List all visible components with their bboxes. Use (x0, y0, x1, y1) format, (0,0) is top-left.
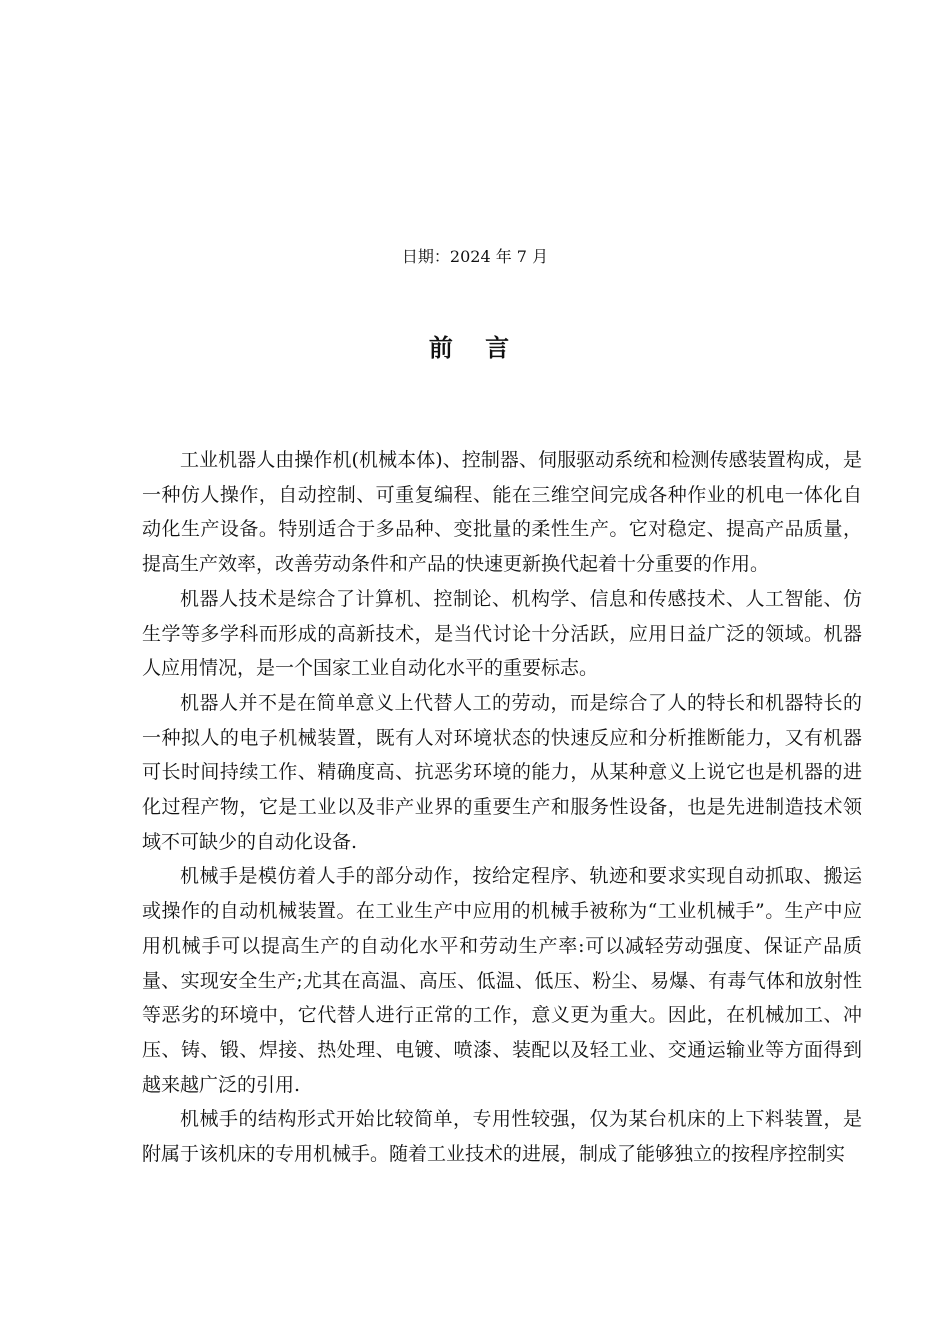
page-title: 前 言 (428, 334, 522, 362)
body-text (142, 443, 862, 1172)
paragraph-1: 工业机器人由操作机(机械本体)、控制器、伺服驱动系统和检测传感装置构成，是一种仿人操作，自动控制、可重复编程、能在三维空间完成各种作业的机电一体化自动化生产设备。特别适合于多品种、变批量的柔性生产。它对稳定、提高产品质量，提高生产效率，改善劳动条件和产品的快速更新换代起着十分重要的作用。 (142, 449, 862, 576)
paragraph-5: 机械手的结构形式开始比较简单，专用性较强，仅为某台机床的上下料装置，是附属于该机床的专用机械手。随着工业技术的进展，制成了能够独立的按程序控制实 (142, 1108, 862, 1166)
paragraph-4: 机械手是模仿着人手的部分动作，按给定程序、轨迹和要求实现自动抓取、搬运或操作的自动机械装置。在工业生产中应用的机械手被称为“工业机械手”。生产中应用机械手可以提高生产的自动化水平和劳动生产率:可以减轻劳动强度、保证产品质量、实现安全生产;尤其在高温、高压、低温、低压、粉尘、易爆、有毒气体和放射性等恶劣的环境中，它代替人进行正常的工作，意义更为重大。因此，在机械加工、冲压、铸、锻、焊接、热处理、电镀、喷漆、装配以及轻工业、交通运输业等方面得到越来越广泛的引用. (142, 865, 862, 1096)
paragraph-3: 机器人并不是在简单意义上代替人工的劳动，而是综合了人的特长和机器特长的一种拟人的电子机械装置，既有人对环境状态的快速反应和分析推断能力，又有机器可长时间持续工作、精确度高、抗恶劣环境的能力，从某种意义上说它也是机器的进化过程产物，它是工业以及非产业界的重要生产和服务性设备，也是先进制造技术领域不可缺少的自动化设备. (142, 691, 862, 853)
date-line: 日期：2024 年 7 月 (401, 247, 549, 266)
paragraph-2: 机器人技术是综合了计算机、控制论、机构学、信息和传感技术、人工智能、仿生学等多学科而形成的高新技术，是当代讨论十分活跃，应用日益广泛的领域。机器人应用情况，是一个国家工业自动化水平的重要标志。 (142, 587, 862, 680)
